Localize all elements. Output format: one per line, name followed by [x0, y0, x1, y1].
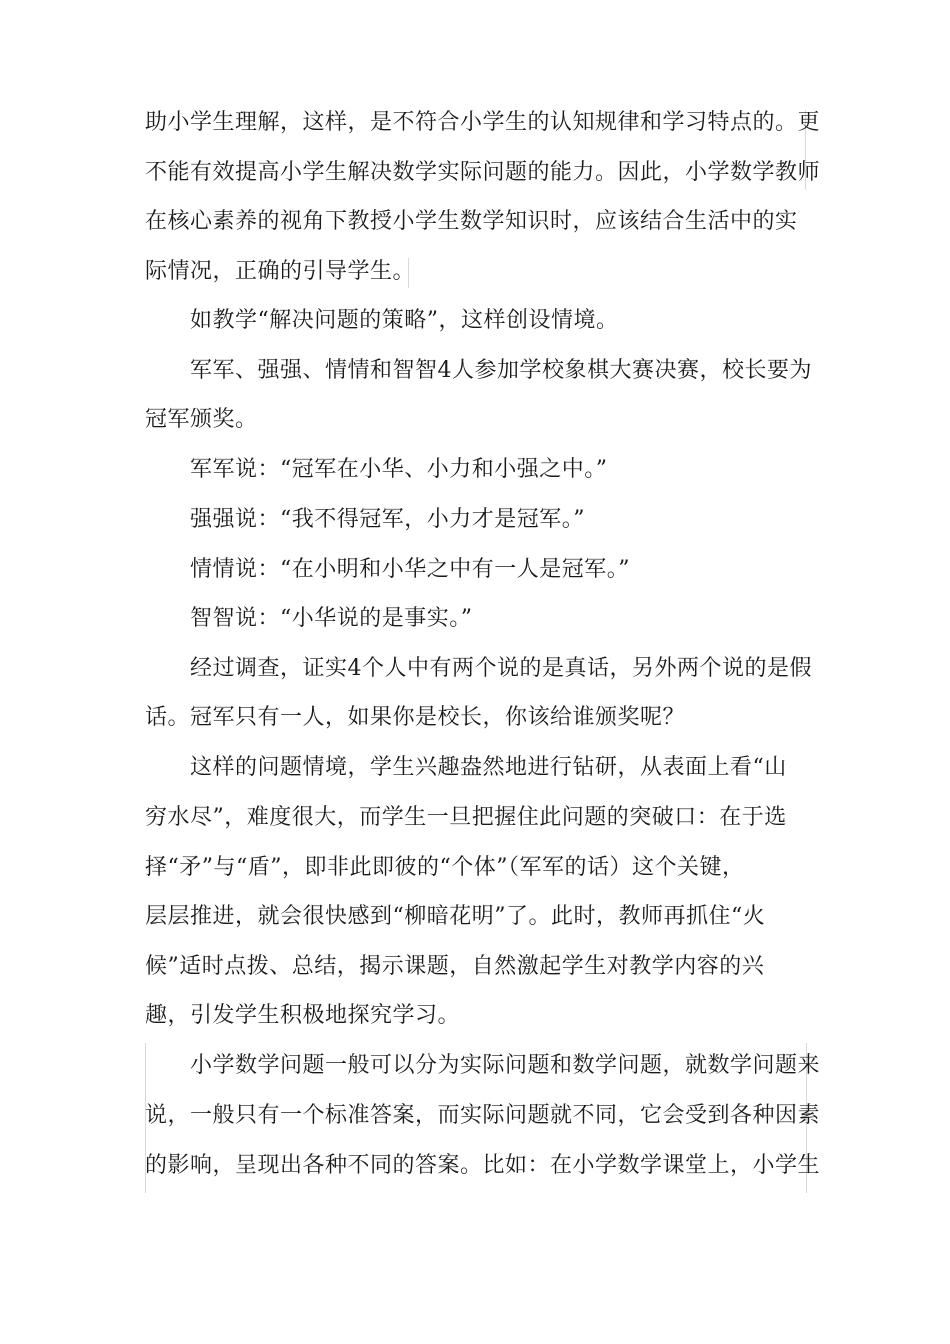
text-line: 不能有效提高小学生解决数学实际问题的能力。因此，小学数学教师 [145, 160, 821, 185]
text-line: 在核心素养的视角下教授小学生数学知识时，应该结合生活中的实 [145, 209, 798, 234]
text-line: 说，一般只有一个标准答案，而实际问题就不同，它会受到各种因素 [145, 1103, 821, 1128]
text-line: 择“矛”与“盾”，即非此即彼的“个体”（军军的话）这个关键， [145, 855, 745, 880]
text-line: 军军、强强、情情和智智4人参加学校象棋大赛决赛，校长要为 [190, 358, 812, 383]
text-line: 小学数学问题一般可以分为实际问题和数学问题，就数学问题来 [190, 1053, 821, 1078]
text-line: 这样的问题情境，学生兴趣盎然地进行钻研，从表面上看“山 [190, 755, 787, 780]
text-line: 趣，引发学生积极地探究学习。 [145, 1003, 461, 1028]
quote-line: 强强说：“我不得冠军，小力才是冠军。” [190, 507, 585, 532]
text-line: 穷水尽”，难度很大，而学生一旦把握住此问题的突破口：在于选 [145, 805, 787, 830]
text-line: 的影响，呈现出各种不同的答案。比如：在小学数学课堂上，小学生 [145, 1153, 821, 1178]
text-line: 候”适时点拨、总结，揭示课题，自然激起学生对教学内容的兴 [145, 954, 765, 979]
text-line: 话。冠军只有一人，如果你是校长，你该给谁颁奖呢？ [145, 705, 686, 730]
text-line: 如教学“解决问题的策略”，这样创设情境。 [190, 308, 619, 333]
quote-line: 智智说：“小华说的是事实。” [190, 606, 473, 631]
quote-line: 情情说：“在小明和小华之中有一人是冠军。” [190, 557, 630, 582]
quote-line: 军军说：“冠军在小华、小力和小强之中。” [190, 457, 608, 482]
text-line: 际情况，正确的引导学生。 [145, 259, 416, 284]
text-line: 助小学生理解，这样，是不符合小学生的认知规律和学习特点的。更 [145, 110, 821, 135]
text-line: 冠军颁奖。 [145, 407, 258, 432]
text-line: 层层推进，就会很快感到“柳暗花明”了。此时，教师再抓住“火 [145, 904, 766, 929]
text-line: 经过调查，证实4个人中有两个说的是真话，另外两个说的是假 [190, 656, 812, 681]
